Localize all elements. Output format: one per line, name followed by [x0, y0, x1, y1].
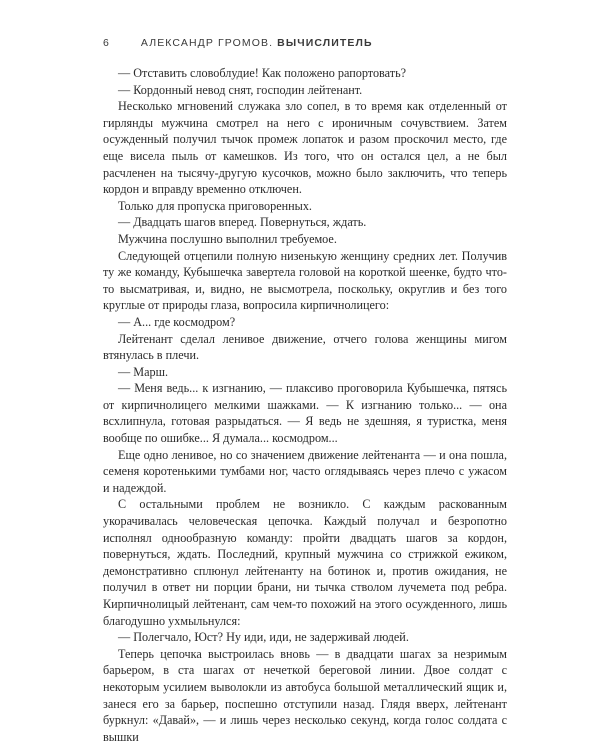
- paragraph: Мужчина послушно выполнил требуемое.: [118, 231, 337, 246]
- paragraph: — А... где космодром?: [118, 314, 236, 329]
- paragraph: Лейтенант сделал ленивое движение, отчего голова женщины мигом втянулась в плечи.: [103, 331, 507, 363]
- paragraph: Теперь цепочка выстроилась вновь — в двадцати шагах за незримым барьером, в ста шагах от нечеткой береговой линии. Двое солдат с некоторым усилием выволокли из автобуса большой металлический ящик и, занеся его за барьер, поспешно отступили назад. Глядя вверх, лейтенант буркнул: «Давай», — и лишь через несколько секунд, когда голос солдата с вышки: [103, 646, 507, 744]
- paragraph: С остальными проблем не возникло. С каждым раскованным укорачивалась человеческая цепочка. Каждый получал и безропотно исполнял однообразную команду: пройти двадцать шагов за кордон, повернуться, ждать. Последний, крупный мужчина со стрижкой ежиком, демонстративно сплюнул лейтенанту на ботинок и, против ожидания, не получил в ответ ни порции брани, ни тычка стволом лучемета под ребра. Кирпичнолицый лейтенант, сам чем-то похожий на этого осужденного, лишь благодушно ухмыльнулся:: [103, 497, 507, 628]
- paragraph: Следующей отцепили полную низенькую женщину средних лет. Получив ту же команду, Кубышечка завертела головой на короткой шеенке, будто что-то высматривая, и, видно, не высмотрела, поскольку, округлив и без того круглые от природы глаза, вопросила кирпичнолицего:: [103, 248, 507, 313]
- header-book-title: ВЫЧИСЛИТЕЛЬ: [277, 37, 373, 49]
- paragraph: — Меня ведь... к изгнанию, — плаксиво проговорила Кубышечка, пятясь от кирпичнолицего мелкими шажками. — К изгнанию только... — она всхлипнула, готовая разрыдаться. — Я ведь не здешняя, я туристка, меня вообще по ошибке... Я думала... космодром...: [103, 381, 507, 446]
- paragraph: Еще одно ленивое, но со значением движение лейтенанта — и она пошла, семеня коротенькими тумбами ног, часто оглядываясь через плечо с ужасом и надеждой.: [103, 447, 507, 495]
- page-number: 6: [103, 37, 109, 49]
- paragraph: — Отставить словоблудие! Как положено рапортовать?: [118, 66, 407, 80]
- paragraph: — Двадцать шагов вперед. Повернуться, ждать.: [118, 215, 367, 230]
- paragraph: — Марш.: [118, 364, 169, 379]
- body-text: [103, 65, 507, 745]
- paragraph: Только для пропуска приговоренных.: [118, 198, 312, 213]
- header-author: АЛЕКСАНДР ГРОМОВ.: [140, 37, 274, 49]
- paragraph: — Кордонный невод снят, господин лейтенант.: [118, 82, 363, 97]
- paragraph: Несколько мгновений служака зло сопел, в то время как отделенный от гирлянды мужчина смотрел на него с ироничным сочувствием. Затем осужденный получил тычок промеж лопаток и разом проскочил место, где еще висела пыль от камешков. Из того, что он остался цел, а не был расчленен на тысячу-другую кусочков, можно было заключить, что теперь кордон и вправду временно отключен.: [103, 99, 507, 197]
- paragraph: — Полегчало, Юст? Ну иди, иди, не задерживай людей.: [118, 630, 409, 645]
- running-header: [103, 37, 373, 49]
